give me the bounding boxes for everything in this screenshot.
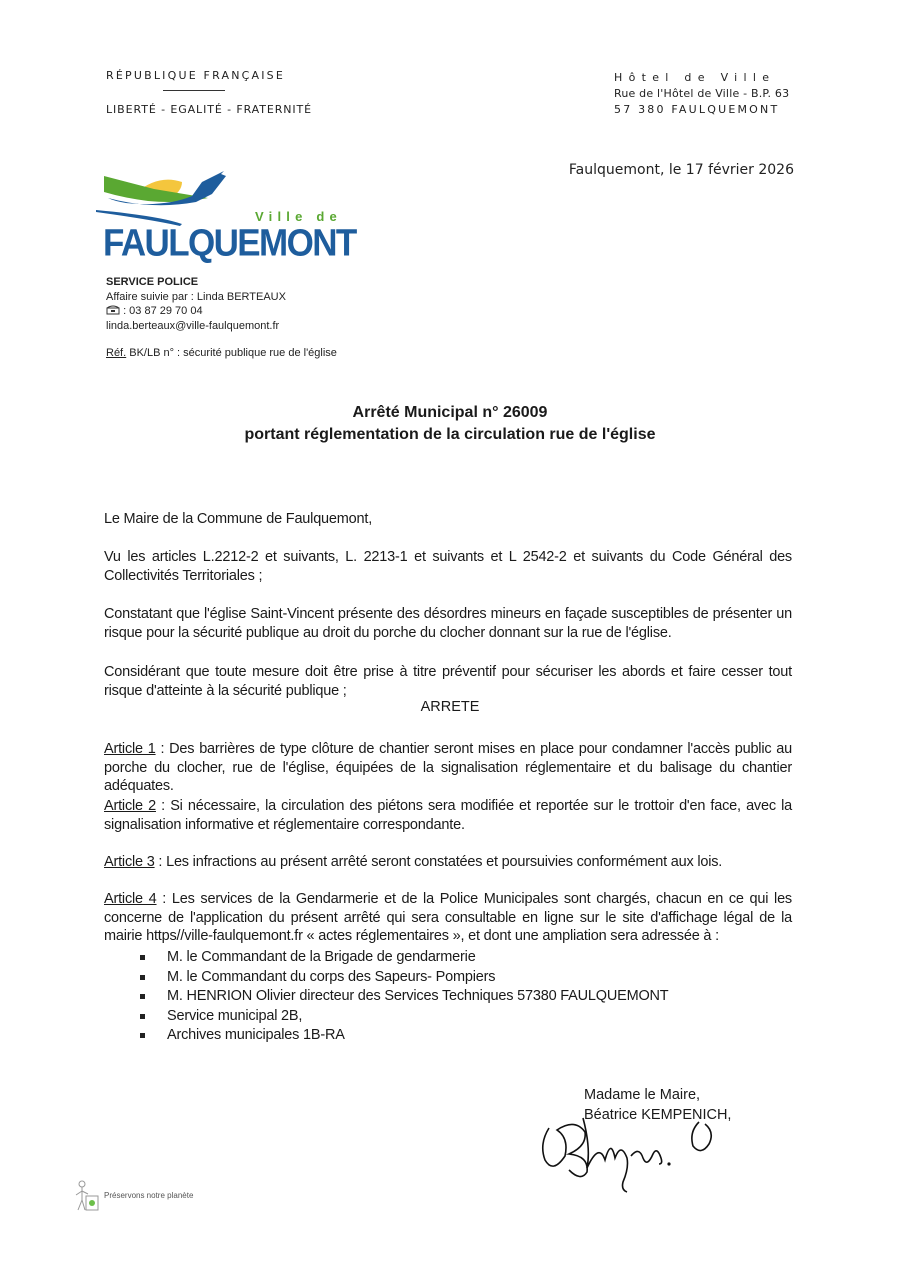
article-1 (104, 740, 792, 796)
republic-name: RÉPUBLIQUE FRANÇAISE (106, 69, 286, 82)
article-4 (104, 890, 792, 946)
reference-label: Réf. (106, 347, 127, 359)
header-divider (163, 90, 225, 91)
constatant-paragraph: Constatant que l'église Saint-Vincent présente des désordres mineurs en façade susceptibles de présenter un risque pour la sécurité publique au droit du porche du clocher donnant sur la rue de l'église. (104, 606, 792, 641)
signatory-name: Béatrice KEMPENICH, (584, 1107, 732, 1123)
list-item: M. le Commandant du corps des Sapeurs- Pompiers (140, 968, 668, 988)
article-4-label: Article 4 (104, 891, 157, 907)
article-4-text: : Les services de la Gendarmerie et de la Police Municipales sont chargés, chacun en ce qui les concerne de l'application du présent arrêté qui sera consultable en ligne sur le site d'affichage légal de la mairie https//ville-faulquemont.fr « actes réglementaires », et dont une ampliation sera adressée à : (104, 891, 792, 944)
list-item: Archives municipales 1B-RA (140, 1026, 668, 1046)
article-2 (104, 797, 792, 834)
handwritten-signature-icon (535, 1098, 735, 1198)
republic-motto: LIBERTÉ - EGALITÉ - FRATERNITÉ (106, 103, 312, 116)
bullet-icon (140, 1014, 145, 1019)
reference-value: BK/LB n° : sécurité publique rue de l'église (126, 347, 337, 359)
logo-city-name: FAULQUEMONT (103, 222, 356, 265)
article-1-text: : Des barrières de type clôture de chantier seront mises en place pour condamner l'accès public au porche du clocher, rue de l'église, équipées de la signalisation réglementaire et du balisage du chantier adéquates. (104, 741, 792, 794)
list-item: Service municipal 2B, (140, 1007, 668, 1027)
town-hall-address (614, 70, 789, 118)
article-3-label: Article 3 (104, 854, 155, 870)
service-phone: : 03 87 29 70 04 (123, 305, 203, 317)
address-line-2: Rue de l'Hôtel de Ville - B.P. 63 (614, 87, 790, 100)
article-1-label: Article 1 (104, 741, 156, 757)
planet-slogan: Préservons notre planète (104, 1191, 194, 1200)
arrete-heading: ARRETE (420, 699, 480, 715)
document-date: Faulquemont, le 17 février 2026 (568, 162, 794, 178)
phone-icon (106, 305, 120, 315)
intro-paragraph: Le Maire de la Commune de Faulquemont, (104, 511, 373, 527)
article-2-text: : Si nécessaire, la circulation des piétons sera modifiée et reportée sur le trottoir d'en face, avec la signalisation informative et réglementaire correspondante. (104, 798, 792, 833)
distribution-list (140, 948, 668, 1046)
bullet-icon (140, 975, 145, 980)
service-name: SERVICE POLICE (106, 276, 199, 288)
signatory-title: Madame le Maire, (584, 1087, 701, 1103)
article-2-label: Article 2 (104, 798, 156, 814)
list-item: M. le Commandant de la Brigade de gendarmerie (140, 948, 668, 968)
service-phone-row (106, 304, 286, 319)
list-item: M. HENRION Olivier directeur des Services Techniques 57380 FAULQUEMONT (140, 987, 668, 1007)
bullet-icon (140, 955, 145, 960)
recycle-bin-icon (72, 1178, 104, 1214)
vu-paragraph: Vu les articles L.2212-2 et suivants, L. 2213-1 et suivants et L 2542-2 et suivants du Code Général des Collectivités Territoriales ; (104, 549, 792, 584)
document-subtitle: portant réglementation de la circulation rue de l'église (244, 426, 656, 443)
considerant-paragraph: Considérant que toute mesure doit être prise à titre préventif pour sécuriser les abords et faire cesser tout risque d'atteinte à la sécurité publique ; (104, 664, 792, 699)
service-affaire: Affaire suivie par : Linda BERTEAUX (106, 290, 286, 303)
service-email: linda.berteaux@ville-faulquemont.fr (106, 319, 280, 332)
bullet-icon (140, 994, 145, 999)
article-3 (104, 853, 792, 872)
document-title: Arrêté Municipal n° 26009 (352, 404, 548, 421)
article-3-text: : Les infractions au présent arrêté seront constatées et poursuivies conformément aux lois. (154, 854, 723, 870)
logo-ville-de: Ville de (255, 209, 342, 224)
address-line-3: 57 380 FAULQUEMONT (614, 103, 780, 116)
address-line-1: Hôtel de Ville (614, 71, 776, 84)
reference (106, 347, 337, 359)
service-block (106, 275, 286, 333)
bullet-icon (140, 1033, 145, 1038)
